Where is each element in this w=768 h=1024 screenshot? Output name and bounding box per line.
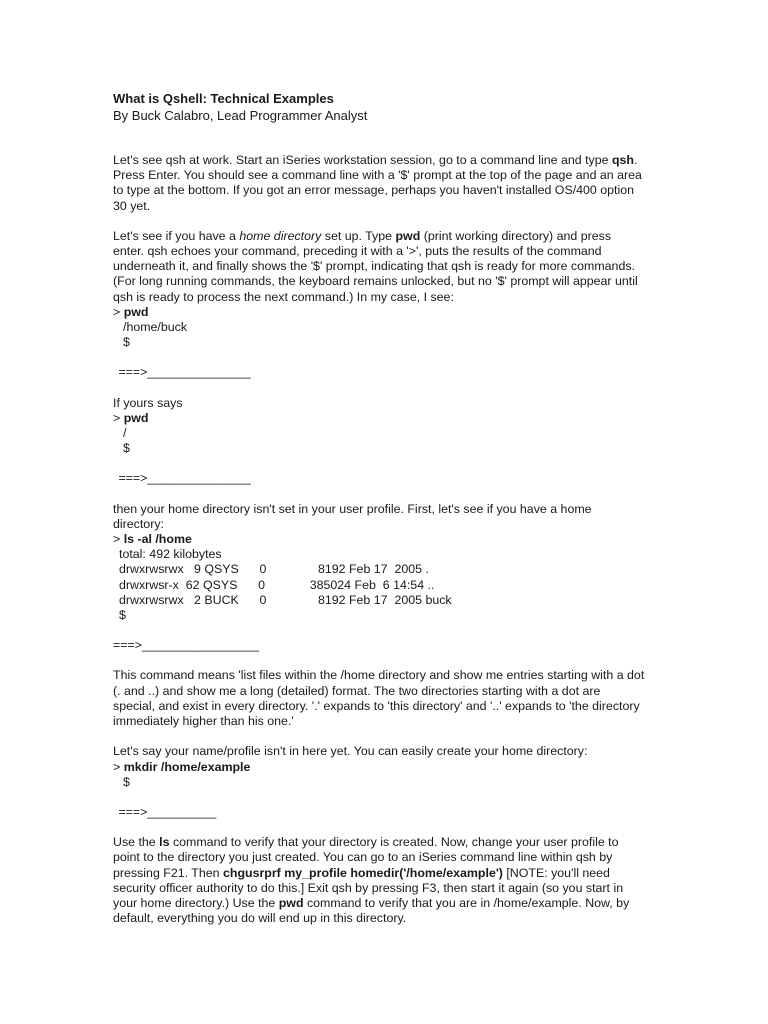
inline-command-chgusrprf: chgusrprf my_profile homedir('/home/example') (222, 865, 503, 880)
inline-command-pwd: pwd (395, 228, 421, 243)
command-input-line: ===>_______________ (115, 471, 251, 486)
command-input-line: ===>_________________ (113, 638, 260, 653)
command-input-line: ===>_______________ (115, 365, 251, 380)
page-title: What is Qshell: Technical Examples (113, 91, 334, 106)
paragraph-intro: Let's see qsh at work. Start an iSeries workstation session, go to a command line and type qsh. Press Enter. You should see a command line with a '$' prompt at the top of the page and an area to type at the bottom. If you got an error message, perhaps you haven't installed OS/400 option 30 yet. (113, 153, 642, 213)
listing-row: drwxrwsr-x 62 QSYS 0 385024 Feb 6 14:54 .. (119, 577, 435, 592)
paragraph-ls-explanation: This command means 'list files within the /home directory and show me entries starting with a dot (. and ..) and show me a long (detailed) format. The two directories starting with a dot are special, and exist in every directory. '.' expands to 'this directory' and '..' expands to 'the directory immediately higher than his one.' (113, 668, 645, 729)
listing-row: drwxrwsrwx 2 BUCK 0 8192 Feb 17 2005 buck (119, 592, 452, 607)
paragraph-home-directory: Let's see if you have a home directory set up. Type pwd (print working directory) and press enter. qsh echoes your command, preceding it with a '>', puts the results of the command underneath it, and finally shows the '$' prompt, indicating that qsh is ready for more commands. (For long running commands, the keyboard remains unlocked, but no '$' prompt will appear until qsh is ready to process the next command.) In my case, I see: (113, 228, 638, 304)
example-ls-home: > ls -al /home total: 492 kilobytes drwxrwsrwx 9 QSYS 0 8192 Feb 17 2005 . drwxrwsr-x 62 QSYS 0 385024 Feb 6 14:54 .. drwxrwsrwx 2 BUCK 0 8192 Feb 17 2005 buck $ ===>_________________ (113, 532, 653, 653)
listing-row: drwxrwsrwx 9 QSYS 0 8192 Feb 17 2005 . (119, 562, 429, 577)
inline-command-qsh: qsh (611, 153, 634, 167)
paragraph-if-yours-says: If yours says (113, 395, 183, 410)
example-mkdir: > mkdir /home/example $ ===>__________ (113, 760, 653, 821)
paragraph-change-profile: Use the ls command to verify that your directory is created. Now, change your user profile to point to the directory you just created. You can go to an iSeries command line within qsh by pressing F21. Then chgusrprf my_profile homedir('/home/example') [NOTE: you'll need security officer authority to do this.] Exit qsh by pressing F3, then start it again (so you start in your home directory.) Use the pwd command to verify that you are in /home/example. Now, by default, everything you do will end up in this directory. (113, 835, 630, 926)
command-input-line: ===>__________ (115, 804, 217, 819)
document-page (113, 91, 653, 926)
paragraph-create-home: Let's say your name/profile isn't in here yet. You can easily create your home directory: (113, 744, 588, 759)
paragraph-no-home: then your home directory isn't set in your user profile. First, let's see if you have a home directory: (113, 501, 592, 531)
inline-command-ls: ls (159, 835, 170, 850)
example-pwd-root: > pwd / $ ===>_______________ (113, 411, 653, 487)
author-byline: By Buck Calabro, Lead Programmer Analyst (113, 108, 368, 123)
inline-command-pwd: pwd (278, 895, 304, 910)
example-pwd-buck: > pwd /home/buck $ ===>_______________ (113, 305, 653, 381)
